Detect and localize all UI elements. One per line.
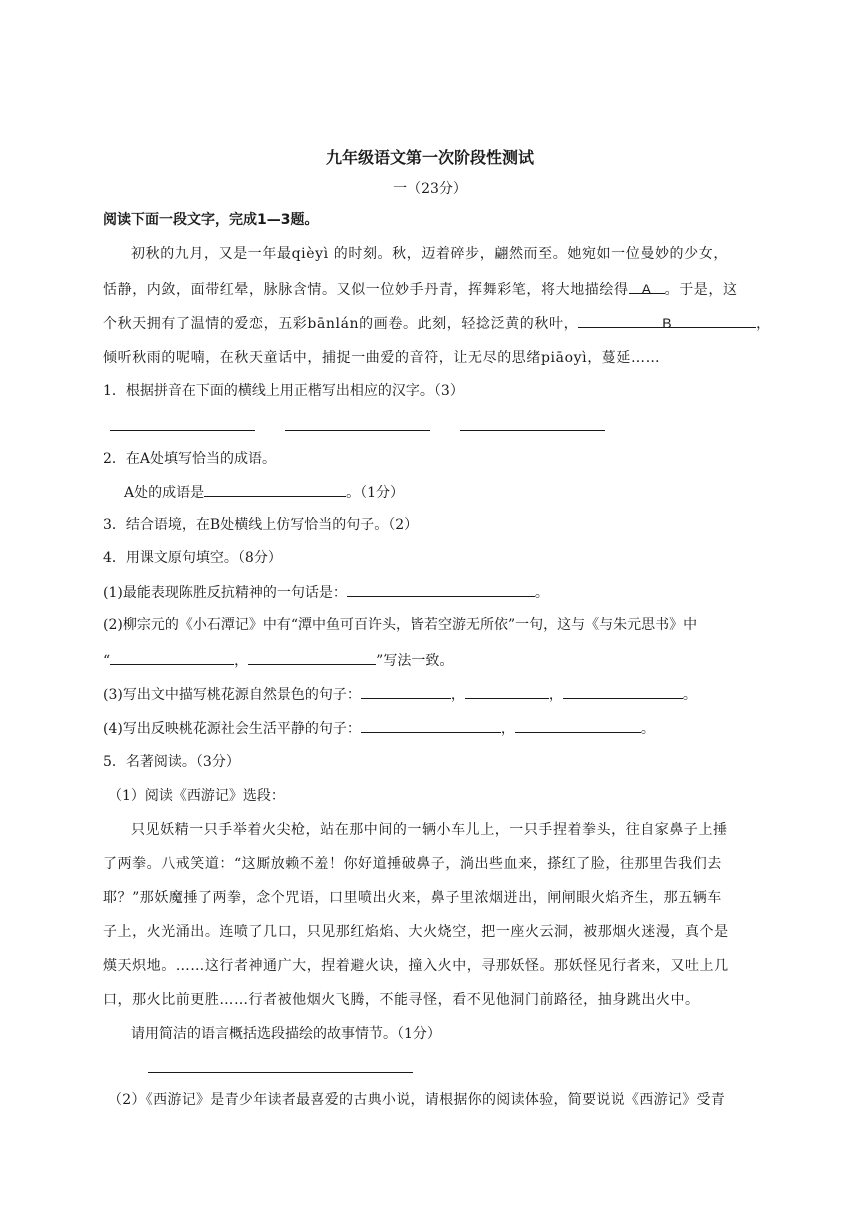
q4-4-text: (4)写出反映桃花源社会生活平静的句子： [103,721,361,737]
q4-4-blank-2[interactable] [515,718,641,733]
question-1: 1．根据拼音在下面的横线上用正楷写出相应的汉字。（3） [103,383,464,399]
q4-2-text: (2)柳宗元的《小石潭记》中有“潭中鱼可百许头，皆若空游无所依”一句，这与《与朱元思书》中 [103,617,698,633]
q4-1-row [103,582,549,603]
q4-3-row [103,684,697,705]
q4-3-sep-2: ， [548,687,563,703]
q4-1-end: 。 [534,585,549,601]
q5-1-task: 请用简洁的语言概括选段描绘的故事情节。（1分） [131,1026,441,1042]
q4-1-text: (1)最能表现陈胜反抗精神的一句话是： [103,585,347,601]
q4-3-blank-2[interactable] [465,684,549,699]
q2-answer-prefix: A处的成语是 [124,485,205,501]
q4-1-blank[interactable] [347,582,535,597]
q4-3-sep-1: ， [450,687,465,703]
q4-3-end: 。 [682,687,697,703]
page-title: 九年级语文第一次阶段性测试 [325,148,534,167]
q4-2-row [103,650,453,671]
question-3: 3．结合语境，在B处横线上仿写恰当的句子。（2） [103,517,419,533]
q4-2-comma: ， [234,653,249,669]
excerpt-line-1: 只见妖精一只手举着火尖枪，站在那中间的一辆小车儿上，一只手捏着拳头，往自家鼻子上捶 [131,822,728,838]
q4-2-open-quote: “ [103,653,111,669]
q4-4-sep: ， [500,721,515,737]
excerpt-line-3: 耶？”那妖魔捶了两拳，念个咒语，口里喷出火来，鼻子里浓烟迸出，闸闸眼火焰齐生，那五辆车 [103,890,722,906]
blank-a[interactable]: A [629,279,665,294]
q4-4-blank-1[interactable] [361,718,501,733]
question-5: 5．名著阅读。（3分） [103,754,240,770]
excerpt-line-2: 了两拳。八戒笑道：“这厮放赖不羞！你好道捶破鼻子，淌出些血来，搽红了脸，往那里告我们去 [103,856,722,872]
q4-3-blank-3[interactable] [563,684,683,699]
q5-1-answer-line[interactable] [148,1072,413,1073]
section-heading: 一（23分） [393,181,467,197]
q1-answer-line-2[interactable] [285,430,430,431]
q4-4-row [103,718,655,739]
q5-1-heading: （1）阅读《西游记》选段： [108,788,285,804]
passage-line-1: 初秋的九月，又是一年最qièyì 的时刻。秋，迈着碎步，翩然而至。她宛如一位曼妙的少女， [131,246,728,262]
q1-answer-line-1[interactable] [110,430,255,431]
question-4: 4．用课文原句填空。（8分） [103,550,282,566]
blank-b[interactable]: B [578,313,756,328]
passage-line-3-tail: ， [756,316,771,332]
q4-2-blank-2[interactable] [248,650,376,665]
q4-2-close-quote: ”写法一致。 [376,653,454,669]
q2-answer-suffix: 。（1分） [346,485,405,501]
q4-4-end: 。 [640,721,655,737]
q1-answer-line-3[interactable] [460,430,605,431]
passage-line-2 [103,279,738,300]
passage-line-3-text: 个秋天拥有了温情的爱恋，五彩bānlán的画卷。此刻，轻捻泛黄的秋叶， [103,316,579,332]
passage-line-2-text: 恬静，内敛，面带红晕，脉脉含情。又似一位妙手丹青，挥舞彩笔，将大地描绘得 [103,282,629,298]
passage-line-4: 倾听秋雨的呢喃，在秋天童话中，捕捉一曲爱的音符，让无尽的思绪piāoyì，蔓延…… [103,350,661,366]
excerpt-line-4: 子上，火光涌出。连喷了几口，只见那红焰焰、大火烧空，把一座火云洞，被那烟火迷漫，真个是 [103,924,729,940]
q4-3-text: (3)写出文中描写桃花源自然景色的句子： [103,687,361,703]
q4-2-blank-1[interactable] [110,650,234,665]
passage-line-3 [103,313,771,334]
q5-2-text: （2）《西游记》是青少年读者最喜爱的古典小说，请根据你的阅读体验，简要说说《西游记》受青 [108,1092,726,1108]
q2-answer-row [124,482,404,503]
instruction: 阅读下面一段文字，完成1—3题。 [103,212,319,228]
excerpt-line-6: 口，那火比前更胜……行者被他烟火飞腾，不能寻怪，看不见他洞门前路径，抽身跳出火中。 [103,992,700,1008]
excerpt-line-5: 熯天炽地。……这行者神通广大，捏着避火诀，撞入火中，寻那妖怪。那妖怪见行者来，又吐上几 [103,958,729,974]
q4-3-blank-1[interactable] [361,684,451,699]
passage-line-2-tail: 。于是，这 [664,282,738,298]
question-2: 2．在A处填写恰当的成语。 [103,451,277,467]
q2-answer-blank[interactable] [204,482,346,497]
